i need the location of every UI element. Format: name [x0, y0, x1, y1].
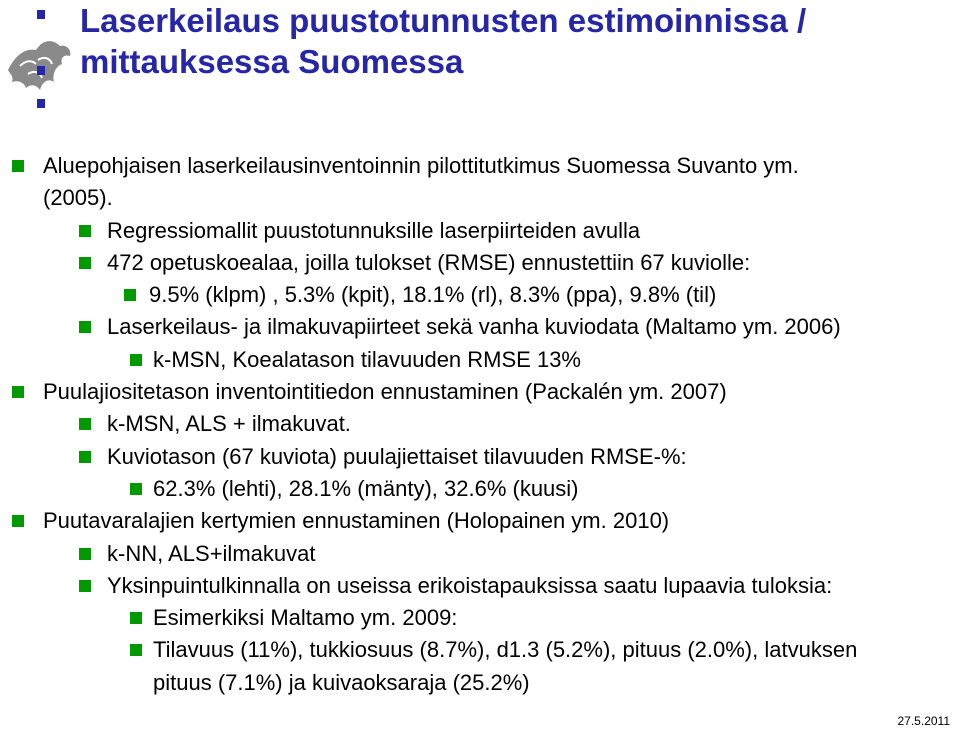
- bullet-list: [0, 150, 960, 699]
- bullet-square-icon: [79, 225, 91, 237]
- bullet-line: [0, 570, 960, 602]
- bullet-text: Aluepohjaisen laserkeilausinventoinnin pilottitutkimus Suomessa Suvanto ym.: [43, 153, 799, 178]
- bullet-square-icon: [130, 483, 142, 495]
- bullet-text: 9.5% (klpm) , 5.3% (kpit), 18.1% (rl), 8.3% (ppa), 9.8% (til): [149, 282, 717, 308]
- bullet-text: k-NN, ALS+ilmakuvat: [107, 540, 316, 566]
- bullet-text: Kuviotason (67 kuviota) puulajiettaiset tilavuuden RMSE-%:: [107, 443, 687, 469]
- bullet-line: [0, 602, 960, 634]
- bullet-line: [0, 667, 960, 699]
- bullet-text: 472 opetuskoealaa, joilla tulokset (RMSE) ennustettiin 67 kuviolle:: [107, 249, 751, 275]
- bullet-line: [0, 634, 960, 666]
- bullet-line: [0, 311, 960, 343]
- bullet-line: [0, 150, 960, 182]
- bullet-line: [0, 279, 960, 311]
- bullet-square-icon: [79, 451, 91, 463]
- bullet-text: (2005).: [43, 185, 113, 211]
- bullet-line: [0, 505, 960, 537]
- bullet-text: k-MSN, Koealatason tilavuuden RMSE 13%: [153, 346, 581, 372]
- bullet-line: [0, 473, 960, 505]
- bullet-line: [0, 215, 960, 247]
- bullet-square-icon: [12, 386, 24, 398]
- bullet-line: [0, 182, 960, 214]
- bullet-text: Puulajiositetason inventointitiedon ennustaminen (Packalén ym. 2007): [43, 379, 727, 405]
- bullet-text: Laserkeilaus- ja ilmakuvapiirteet sekä vanha kuviodata (Maltamo ym. 2006): [107, 314, 841, 340]
- bullet-square-icon: [12, 160, 24, 172]
- title-line-1: Laserkeilaus puustotunnusten estimoinnissa /: [80, 2, 807, 39]
- helsinki-university-logo-icon: [2, 4, 74, 112]
- bullet-square-icon: [130, 354, 142, 366]
- bullet-text: 62.3% (lehti), 28.1% (mänty), 32.6% (kuusi): [153, 475, 579, 501]
- bullet-text: Puutavaralajien kertymien ennustaminen (Holopainen ym. 2010): [43, 508, 670, 534]
- bullet-square-icon: [12, 515, 24, 527]
- bullet-square-icon: [130, 644, 142, 656]
- title-line-2: mittauksessa Suomessa: [80, 43, 464, 80]
- bullet-line: [0, 408, 960, 440]
- bullet-line: [0, 441, 960, 473]
- bullet-line: [0, 538, 960, 570]
- bullet-square-icon: [79, 580, 91, 592]
- bullet-text: pituus (7.1%) ja kuivaoksaraja (25.2%): [153, 669, 530, 695]
- bullet-square-icon: [79, 257, 91, 269]
- bullet-square-icon: [79, 418, 91, 430]
- bullet-text: Esimerkiksi Maltamo ym. 2009:: [153, 605, 458, 631]
- bullet-text: Tilavuus (11%), tukkiosuus (8.7%), d1.3 (5.2%), pituus (2.0%), latvuksen: [153, 637, 858, 663]
- footer-date: 27.5.2011: [897, 714, 950, 728]
- bullet-text: Yksinpuintulkinnalla on useissa erikoistapauksissa saatu lupaavia tuloksia:: [107, 572, 833, 598]
- bullet-square-icon: [79, 548, 91, 560]
- bullet-text: Regressiomallit puustotunnuksille laserpiirteiden avulla: [107, 217, 641, 243]
- bullet-square-icon: [130, 612, 142, 624]
- bullet-line: [0, 247, 960, 279]
- bullet-text: k-MSN, ALS + ilmakuvat.: [107, 411, 351, 437]
- bullet-square-icon: [124, 289, 136, 301]
- slide-title: [80, 0, 806, 82]
- bullet-square-icon: [79, 321, 91, 333]
- bullet-line: [0, 344, 960, 376]
- bullet-line: [0, 376, 960, 408]
